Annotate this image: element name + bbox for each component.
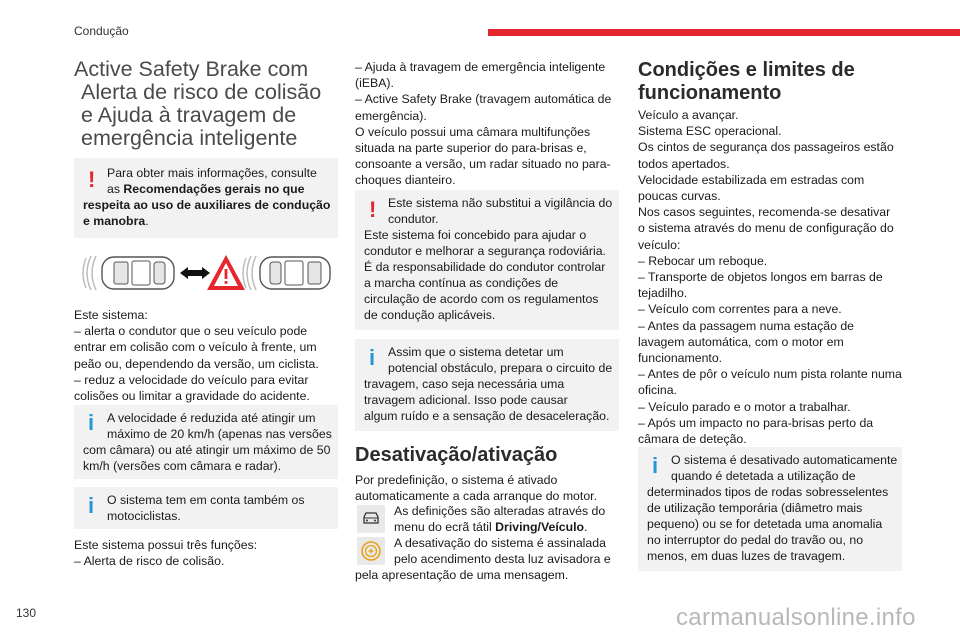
watermark: carmanualsonline.info <box>676 604 916 631</box>
car-left-icon <box>102 257 174 289</box>
title-line: Alerta de risco de colisão <box>81 80 322 104</box>
paragraph: – Ajuda à travagem de emergência inteligente (iEBA). – Active Safety Brake (travagem automática de emergência). O veículo possui uma câmara multifunções situada na parte superior do para-brisas e, consoante a versão, um radar situado no para- choques dianteiro. <box>355 60 612 188</box>
paragraph: As definições são alteradas através do menu do ecrã tátil Driving/Veículo. <box>394 504 606 535</box>
note-line: respeita ao uso de auxiliares de condução <box>83 198 331 212</box>
paragraph: Veículo a avançar. Sistema ESC operacional. Os cintos de segurança dos passageiros estão todos apertados. Velocidade estabilizada em estradas com poucas curvas. Nos casos seguintes, recomenda-se desativar o sistema através do menu de configuração do veículo: – Rebocar um reboque. – Transporte de objetos longos em barras de tejadilho. – Veículo com correntes para a neve. – Antes da passagem numa estação de lavagem automática, com o motor em funcionamento. – Antes de pôr o veículo num pista rolante numa oficina. – Veículo parado e o motor a trabalhar. – Após um impacto no para-brisas perto da câmara de deteção. <box>638 108 902 447</box>
collision-warning-illustration <box>80 252 332 294</box>
paragraph: A desativação do sistema é assinalada pelo acendimento desta luz avisadora e <box>394 536 611 567</box>
info-note: i Assim que o sistema detetar um potencial obstáculo, prepara o circuito de travagem, caso seja necessária uma travagem adicional. Isso pode causar algum ruído e a sensação de desaceleração. <box>355 339 619 431</box>
warning-note <box>74 158 338 238</box>
car-right-icon <box>260 257 330 289</box>
page-number: 130 <box>16 606 37 620</box>
info-icon: i <box>88 410 95 435</box>
info-note: i O sistema é desativado automaticamente quando é detetada a utilização de determinados tipos de rodas sobresselentes de utilização temporária (diâmetro mais pequeno) ou se for detetada uma anomalia no interruptor do pedal do travão ou, no menos, em duas luzes de travagem. <box>638 447 902 571</box>
warning-icon: ! <box>369 197 377 222</box>
warning-triangle-icon <box>207 255 245 290</box>
warning-note: ! Este sistema não substitui a vigilância do condutor. Este sistema foi concebido para ajudar o condutor e melhorar a segurança rodoviária. É da responsabilidade do condutor controlar a marcha contínua as condições de circulação de acordo com os regulamentos de condução aplicáveis. <box>355 190 619 330</box>
note-line: as Recomendações gerais no que <box>107 182 305 196</box>
section-title: Condução <box>74 24 129 38</box>
car-settings-icon <box>357 505 385 533</box>
title-line: Active Safety Brake com <box>74 57 309 81</box>
paragraph: pela apresentação de uma mensagem. <box>355 568 569 582</box>
title-line: emergência inteligente <box>81 126 298 150</box>
warning-icon: ! <box>88 167 96 192</box>
info-icon: i <box>652 453 659 478</box>
note-line: e manobra. <box>83 214 149 228</box>
section-heading: Desativação/ativação <box>355 444 558 466</box>
paragraph: Este sistema: – alerta o condutor que o seu veículo pode entrar em colisão com o veículo à frente, um peão ou, dependendo da versão, um ciclista. – reduz a velocidade do veículo para evitar colisões ou limitar a gravidade do acidente. <box>74 308 319 404</box>
section-heading: Condições e limites de funcionamento <box>638 59 855 104</box>
paragraph: Por predefinição, o sistema é ativado automaticamente a cada arranque do motor. <box>355 473 597 504</box>
header-accent-bar <box>488 29 960 36</box>
double-arrow-icon <box>180 267 210 279</box>
info-note: i O sistema tem em conta também os motociclistas. <box>74 487 338 529</box>
info-icon: i <box>369 345 376 370</box>
paragraph: Este sistema possui três funções: – Alerta de risco de colisão. <box>74 538 258 569</box>
brake-warning-light-icon <box>357 537 385 565</box>
title-line: e Ajuda à travagem de <box>81 103 297 127</box>
page-title <box>74 58 344 150</box>
info-icon: i <box>88 493 95 518</box>
info-note: i A velocidade é reduzida até atingir um máximo de 20 km/h (apenas nas versões com câmara) ou até atingir um máximo de 50 km/h (versões com câmara e radar). <box>74 405 338 479</box>
note-line: Para obter mais informações, consulte <box>107 166 317 180</box>
